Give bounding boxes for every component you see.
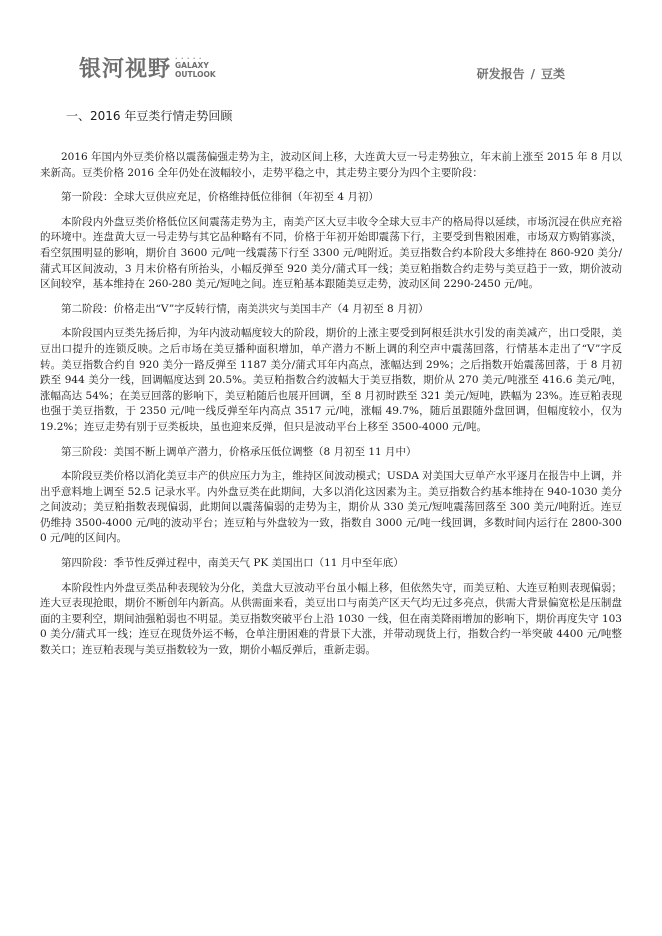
logo-english-line-1: GALAXY — [175, 60, 209, 70]
logo-english-line-2: OUTLOOK — [175, 69, 216, 79]
stage-3-heading: 第三阶段：美国不断上调单产潜力，价格承压低位调整（8 月初至 11 月中） — [61, 445, 417, 458]
stage-2-heading: 第二阶段：价格走出“V”字反转行情，南美洪灾与美国丰产（4 月初至 8 月初） — [61, 302, 429, 315]
galaxy-logo — [79, 52, 216, 83]
logo-chinese-text: 银河视野 — [79, 57, 172, 82]
logo-dots: • • • • • — [175, 55, 203, 61]
page-header — [0, 0, 662, 100]
stage-1-paragraph: 本阶段内外盘豆类价格低位区间震荡走势为主，南美产区大豆丰收令全球大豆丰产的格局得以延续，市场沉浸在供应充裕的环境中。连盘黄大豆一号走势与其它品种略有不同，价格于年初开始即震荡下行，主要受到售粮困难，市场双方购销寡淡，看空氛围明显的影响，期价自 3600 元/吨一线震荡下行至 3300 元/吨附近。美豆指数合约本阶段大多维持在 860-920 美分/蒲式耳区间波动，3 月末价格有所抬头，小幅反弹至 920 美分/蒲式耳一线；美豆粕指数合约走势与美豆趋于一致，期价波动区间较窄，基本维持在 260-280 美元/短吨之间。连豆粕基本跟随美豆走势，波动区间 2290-2450 元/吨。 — [40, 215, 622, 291]
report-category — [477, 65, 565, 82]
document-body — [40, 106, 622, 659]
stage-4-heading: 第四阶段：季节性反弹过程中，南美天气 PK 美国出口（11 月中至年底） — [61, 557, 404, 570]
stage-1-heading: 第一阶段：全球大豆供应充足，价格维持低位徘徊（年初至 4 月初） — [61, 191, 379, 204]
intro-paragraph: 2016 年国内外豆类价格以震荡偏强走势为主，波动区间上移，大连黄大豆一号走势独立，年末前上涨至 2015 年 8 月以来新高。豆类价格 2016 全年仍处在波幅较小，走势平稳之中，其走势主要分为四个主要阶段： — [40, 151, 622, 179]
report-category-name: 豆类 — [540, 67, 565, 81]
section-title: 一、2016 年豆类行情走势回顾 — [66, 109, 233, 123]
logo-english-text — [175, 57, 216, 79]
stage-4-paragraph: 本阶段性内外盘豆类品种表现较为分化，美盘大豆波动平台虽小幅上移，但依然失守，而美豆粕、大连豆粕则表现偏弱；连大豆表现抢眼，期价不断创年内新高。从供需面来看，美豆出口与南美产区天气均无过多亮点，供需大背景偏宽松是压制盘面的主要利空，期间油强粕弱也不明显。美豆指数突破平台上沿 1030 一线，但在南美降雨增加的影响下，期价再度失守 1030 美分/蒲式耳一线；连豆在现货外运不畅，仓单注册困难的背景下大涨，并带动现货上行，指数合约一举突破 4400 元/吨整数关口；连豆粕表现与美豆指数较为一致，期价小幅反弹后，重新走弱。 — [40, 581, 622, 657]
report-type: 研发报告 — [476, 67, 525, 81]
stage-2-paragraph: 本阶段国内豆类先扬后抑，为年内波动幅度较大的阶段，期价的上涨主要受到阿根廷洪水引发的南美减产，出口受限，美豆出口提升的连锁反映。之后市场在美豆播种面积增加，单产潜力不断上调的利空声中震荡回落，行情基本走出了“V”字反转。美豆指数合约自 920 美分一路反弹至 1187 美分/蒲式耳年内高点，涨幅达到 29%；之后指数开始震荡回落，于 8 月初跌至 944 美分一线，回调幅度达到 20.5%。美豆粕指数合约波幅大于美豆指数，期价从 270 美元/吨涨至 416.6 美元/吨，涨幅高达 54%；在美豆回落的影响下，美豆粕随后也展开回调，至 8 月初时跌至 321 美元/短吨，跌幅为 23%。连豆粕表现也强于美豆指数，于 2350 元/吨一线反弹至年内高点 3517 元/吨，涨幅 49.7%，随后虽跟随外盘回调，但幅度较小，仅为 19.2%；连豆走势有别于豆类板块，虽也迎来反弹，但只是波动平台上移至 3500-4000 元/吨。 — [40, 327, 622, 433]
category-separator: / — [530, 67, 535, 81]
stage-3-paragraph: 本阶段豆类价格以消化美豆丰产的供应压力为主，维持区间波动模式；USDA 对美国大豆单产水平逐月在报告中上调，并出乎意料地上调至 52.5 记录水平。内外盘豆类在此期间，大多以消化这因素为主。美豆指数合约基本维持在 940-1030 美分之间波动；美豆粕指数表现偏弱，此期间以震荡偏弱的走势为主，期价从 330 美元/短吨震荡回落至 300 美元/吨附近。连豆仍维持 3500-4000 元/吨的波动平台；连豆粕与外盘较为一致，指数自 3000 元/吨一线回调，多数时间内运行在 2800-3000 元/吨的区间内。 — [40, 470, 622, 545]
